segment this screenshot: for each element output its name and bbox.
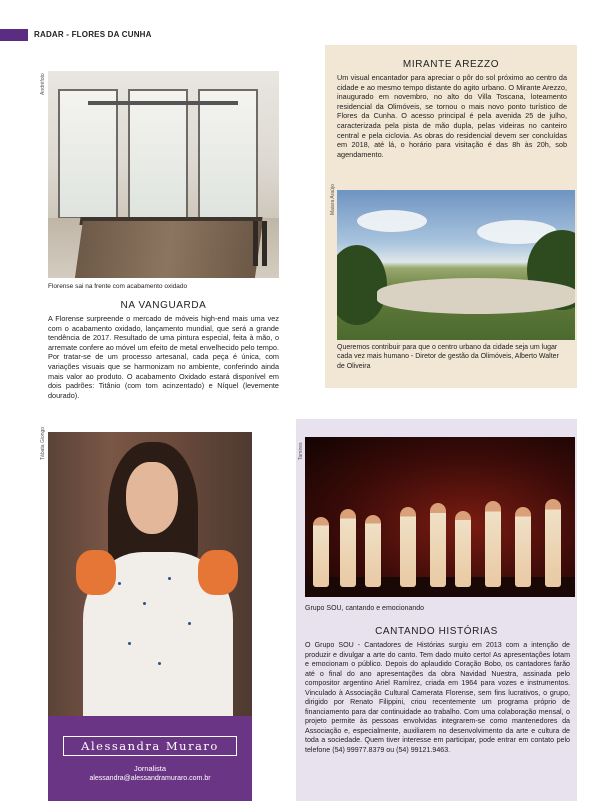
pattern-dot	[128, 642, 131, 645]
singer-shape	[340, 509, 356, 587]
singer-shape	[400, 507, 416, 587]
sleeve-shape	[198, 550, 238, 595]
mirante-photo	[337, 190, 575, 340]
profile-role: Jornalista	[133, 764, 167, 773]
window-shape	[198, 89, 258, 219]
cloud-shape	[357, 210, 427, 232]
mirante-body: Um visual encantador para apreciar o pôr do sol próximo ao centro da cidade e ao mesmo tempo distante do agito urbano. O Mirante Arezzo, inaugurado em novembro, no alto do Villa Toscana, loteamento residencial da Olimóveis, se tornou o mais novo ponto turístico de Flores da Cunha. O acesso principal é pela avenida 25 de julho, caracterizada pela pista de mão dupla, pelas videiras no canteiro central e pela ciclovia. As obras do residencial devem ser concluídas em 2018, até lá, o horário para visitação é das 8h às 20h, sob agendamento.	[337, 73, 567, 159]
vanguarda-title: NA VANGUARDA	[120, 300, 207, 311]
profile-email[interactable]: alessandra@alessandramuraro.com.br	[89, 775, 211, 782]
face-shape	[126, 462, 178, 534]
profile-card	[48, 716, 252, 801]
sleeve-shape	[76, 550, 116, 595]
stool-shape	[253, 221, 258, 266]
pattern-dot	[118, 582, 121, 585]
tree-shape	[337, 245, 387, 325]
singer-shape	[430, 503, 446, 587]
plaza-shape	[377, 278, 575, 314]
singer-shape	[365, 515, 381, 587]
portrait-photo-credit: Tábata Giongo	[40, 426, 46, 460]
portrait-photo	[48, 432, 252, 716]
pattern-dot	[188, 622, 191, 625]
kitchen-photo-credit: Andréfoto	[40, 73, 46, 95]
pattern-dot	[143, 602, 146, 605]
singer-shape	[455, 511, 471, 587]
singer-shape	[515, 507, 531, 587]
pattern-dot	[168, 577, 171, 580]
cantando-body: O Grupo SOU - Cantadores de Histórias surgiu em 2013 com a intenção de produzir e divulgar a arte do canto. Tem dado muito certo! As apresentações lotam e emocionam o público. Depois do aplaudido Coração Bobo, os cantadores farão até o final do ano apresentações da obra Navidad Nuestra, assinada pelo compositor argentino Ariel Ramírez, criada em 1964 para vozes e instrumentos. Vinculado à Associação Cultural Camerata Florense, sem fins lucrativos, o grupo, dirigido por Renato Filippini, criou recentemente um programa próprio de financiamento para dar continuidade ao trabalho. Com uma colaboração mensal, o projeto permite às pessoas envolvidas integrarem-se como mantenedores da Associação e, especialmente, auxiliarem no desenvolvimento da arte e cultura de toda a sociedade. Quem tiver interesse em participar, pode entrar em contato pelo telefone (54) 99977.8379 ou (54) 99121.9463.	[305, 641, 570, 754]
vanguarda-body: A Florense surpreende o mercado de móveis high-end mais uma vez com o acabamento oxidado, lançamento mundial, que será a grande tendência de 2017. Resultado de uma pintura especial, feita à mão, o arremate confere ao móvel um efeito de metal envelhecido pelo tempo. Por tratar-se de um processo artesanal, cada peça é única, com variações visuais que se harmonizam no ambiente, conferindo ainda mais valor ao produto. O acabamento Oxidado estará disponível em dois padrões: Titânio (com tom acinzentado) e Níquel (levemente dourado).	[48, 314, 279, 400]
kitchen-photo	[48, 71, 279, 278]
choir-photo-credit: Tamires	[298, 442, 304, 460]
kitchen-island-shape	[73, 221, 263, 278]
mirante-quote: Queremos contribuir para que o centro urbano da cidade seja um lugar cada vez mais humano - Diretor de gestão da Olimóveis, Alberto Walter de Oliveira	[337, 344, 559, 370]
choir-photo	[305, 437, 575, 597]
stool-shape	[262, 221, 267, 266]
mirante-photo-credit: Maiara Araújo	[330, 184, 336, 215]
cantando-title: CANTANDO HISTÓRIAS	[375, 626, 498, 637]
hood-shape	[88, 101, 238, 105]
section-accent-bar	[0, 29, 28, 41]
kitchen-caption: Florense sai na frente com acabamento oxidado	[48, 283, 188, 290]
profile-name: Alessandra Muraro	[63, 736, 237, 756]
mirante-title: MIRANTE AREZZO	[402, 59, 500, 70]
choir-caption: Grupo SOU, cantando e emocionando	[305, 605, 425, 612]
section-label: RADAR - FLORES DA CUNHA	[34, 30, 152, 39]
window-shape	[128, 89, 188, 219]
singer-shape	[485, 501, 501, 587]
window-shape	[58, 89, 118, 219]
pattern-dot	[158, 662, 161, 665]
singer-shape	[545, 499, 561, 587]
singer-shape	[313, 517, 329, 587]
